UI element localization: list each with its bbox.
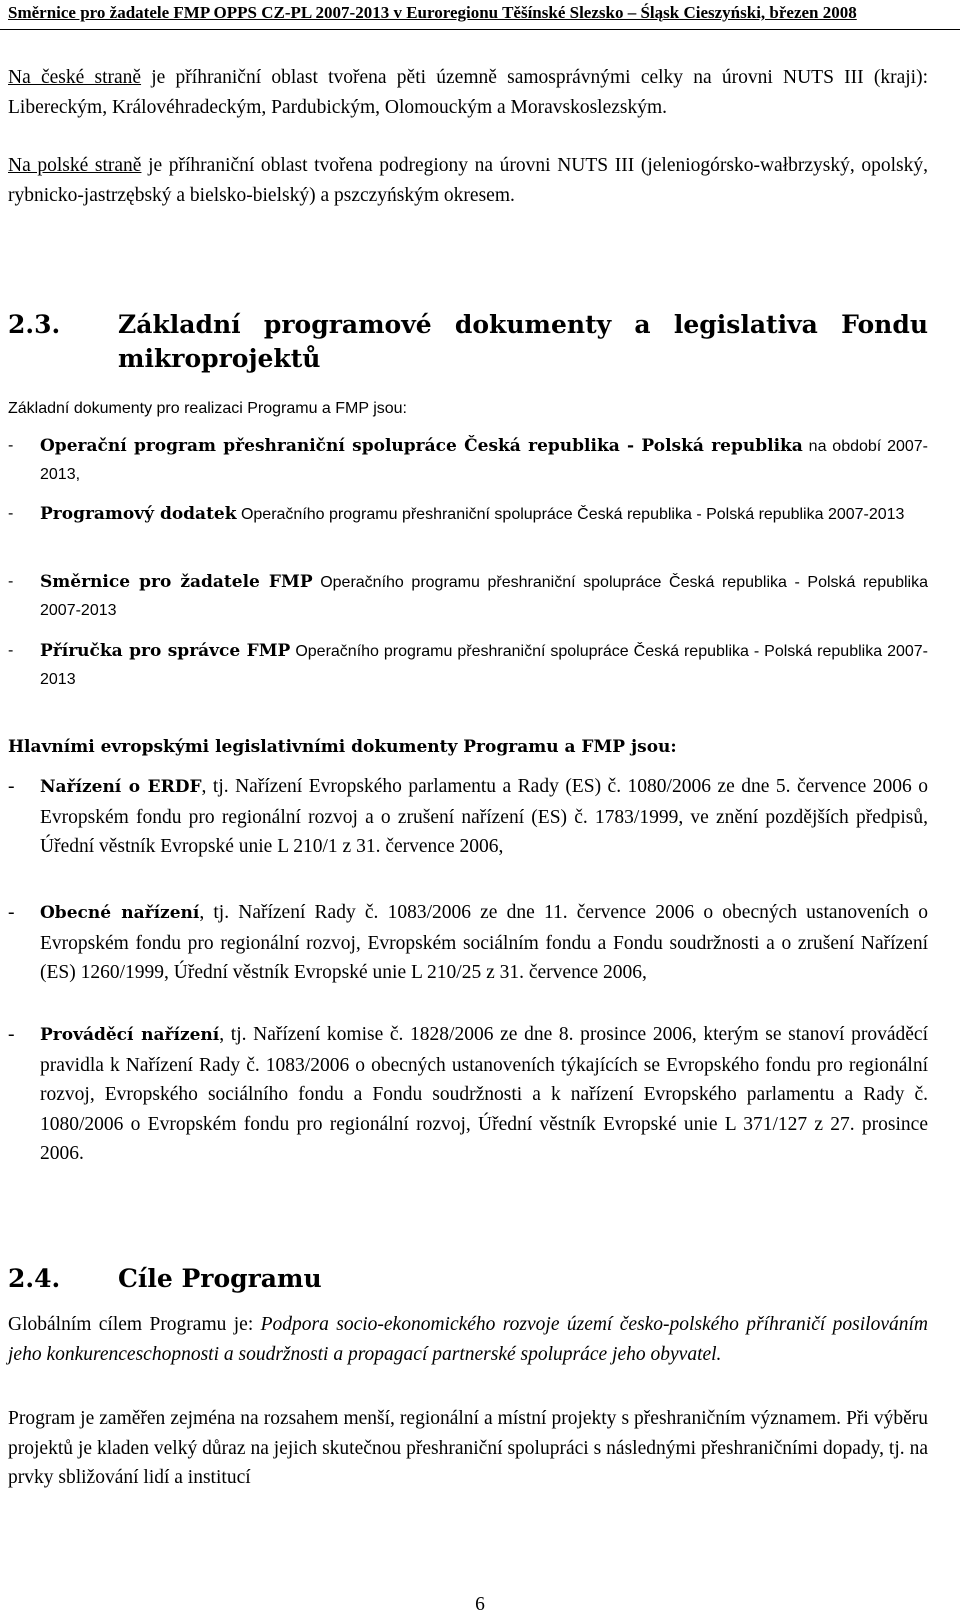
- list-item: [8, 432, 928, 489]
- section-heading-2-4: [8, 1262, 928, 1296]
- program-goal-lead: Globálním cílem Programu je:: [8, 1314, 261, 1335]
- list-item-text: Operačního programu přeshraniční spolupráce Česká republika - Polská republika 2007-2013: [236, 506, 905, 523]
- list-dash: -: [8, 902, 15, 923]
- program-goal-paragraph: [8, 1310, 928, 1369]
- list-item-text: Operačního programu přeshraniční spolupráce Česká republika - Polská republika 2007-2013: [40, 643, 928, 688]
- legislation-item-title: Obecné nařízení: [40, 903, 200, 923]
- intro-paragraph-polish: [8, 151, 928, 210]
- intro-czech-text: je příhraniční oblast tvořena pěti územně samosprávnými celky na úrovni NUTS III (kraji): Libereckým, Královéhradeckým, Pardubickým, Olomouckým a Moravskoslezským.: [8, 67, 928, 118]
- program-focus-paragraph: Program je zaměřen zejména na rozsahem menší, regionální a místní projekty s přeshraničním významem. Při výběru projektů je kladen velký důraz na jejich skutečnou přeshraniční spolupráci s následnými přeshraničními dopady, tj. na prvky sbližování lidí a institucí: [8, 1408, 928, 1488]
- list-item: [8, 568, 928, 625]
- list-item-title: Směrnice pro žadatele FMP: [40, 572, 313, 592]
- legislation-item-title: Prováděcí nařízení: [40, 1025, 220, 1045]
- list-dash: -: [8, 642, 14, 659]
- list-dash: -: [8, 505, 14, 522]
- intro-czech-lead: Na české straně: [8, 67, 142, 88]
- list-item-text: na období 2007-2013,: [40, 438, 928, 483]
- section-title-2-4: Cíle Programu: [118, 1264, 322, 1293]
- legislation-item: [8, 772, 928, 862]
- list-dash: -: [8, 573, 14, 590]
- legislation-item: [8, 898, 928, 988]
- section-number-2-4: 2.4.: [8, 1264, 61, 1293]
- program-goal-text: Podpora socio-ekonomického rozvoje území česko-polského příhraničí posilováním jeho konkurenceschopnosti a soudržnosti a propagací partnerské spolupráce jeho obyvatel.: [8, 1314, 928, 1365]
- section-2-3-intro: Základní dokumenty pro realizaci Programu a FMP jsou:: [8, 400, 407, 417]
- page-number: 6: [475, 1594, 485, 1615]
- legislation-item-text: , tj. Nařízení Rady č. 1083/2006 ze dne 11. července 2006 o obecných ustanoveních o Evropském fondu pro regionální rozvoj, Evropském sociálním fondu a Fondu soudržnosti a o zrušení Nařízení (ES) 1260/1999, Úřední věstník Evropské unie L 210/25 z 31. července 2006,: [40, 902, 928, 983]
- intro-polish-lead: Na polské straně: [8, 155, 142, 176]
- list-dash: -: [8, 776, 15, 797]
- list-item: [8, 500, 928, 529]
- section-number-2-3: 2.3.: [8, 310, 61, 339]
- list-item-title: Programový dodatek: [40, 504, 237, 524]
- intro-paragraph-czech: [8, 63, 928, 122]
- legislation-item-text: , tj. Nařízení komise č. 1828/2006 ze dne 8. prosince 2006, kterým se stanoví prováděcí pravidla k Nařízení Rady č. 1083/2006 o obecných ustanoveních týkajících se Evropského fondu pro regionální rozvoj, Evropského sociálního fondu a Fondu soudržnosti a k nařízení Evropského parlamentu a Rady č. 1080/2006 o Evropském fondu pro regionální rozvoj, Úřední věstník Evropské unie L 371/127 z 27. prosince 2006.: [40, 1024, 928, 1164]
- legislation-item: [8, 1020, 928, 1169]
- running-header: [0, 0, 960, 28]
- section-title-2-3: Základní programové dokumenty a legislativa Fondu mikroprojektů: [118, 310, 928, 373]
- intro-polish-text: je příhraniční oblast tvořena podregiony na úrovni NUTS III (jeleniogórsko-wałbrzyský, opolský, rybnicko-jastrzębský a bielsko-bielský) a pszczyńským okresem.: [8, 155, 928, 206]
- running-header-title: Směrnice pro žadatele FMP OPPS CZ-PL 2007-2013 v Euroregionu Těšínské Slezsko – Śląsk Cieszyński, březen 2008: [8, 3, 857, 22]
- list-item-title: Operační program přeshraniční spolupráce Česká republika - Polská republika: [40, 436, 803, 456]
- list-dash: -: [8, 437, 14, 454]
- section-heading-2-3: [8, 308, 928, 376]
- list-item: [8, 637, 928, 694]
- legislation-item-title: Nařízení o ERDF: [40, 777, 202, 797]
- list-item-title: Příručka pro správce FMP: [40, 641, 291, 661]
- header-rule: [0, 29, 960, 30]
- legislation-item-text: , tj. Nařízení Evropského parlamentu a Rady (ES) č. 1080/2006 ze dne 5. července 2006 o Evropském fondu pro regionální rozvoj a o zrušení nařízení (ES) č. 1783/1999, ve znění pozdějších předpisů, Úřední věstník Evropské unie L 210/1 z 31. července 2006,: [40, 776, 928, 857]
- legislation-heading: Hlavními evropskými legislativními dokumenty Programu a FMP jsou:: [8, 737, 677, 757]
- list-dash: -: [8, 1024, 15, 1045]
- list-item-text: Operačního programu přeshraniční spolupráce Česká republika - Polská republika 2007-2013: [40, 574, 928, 619]
